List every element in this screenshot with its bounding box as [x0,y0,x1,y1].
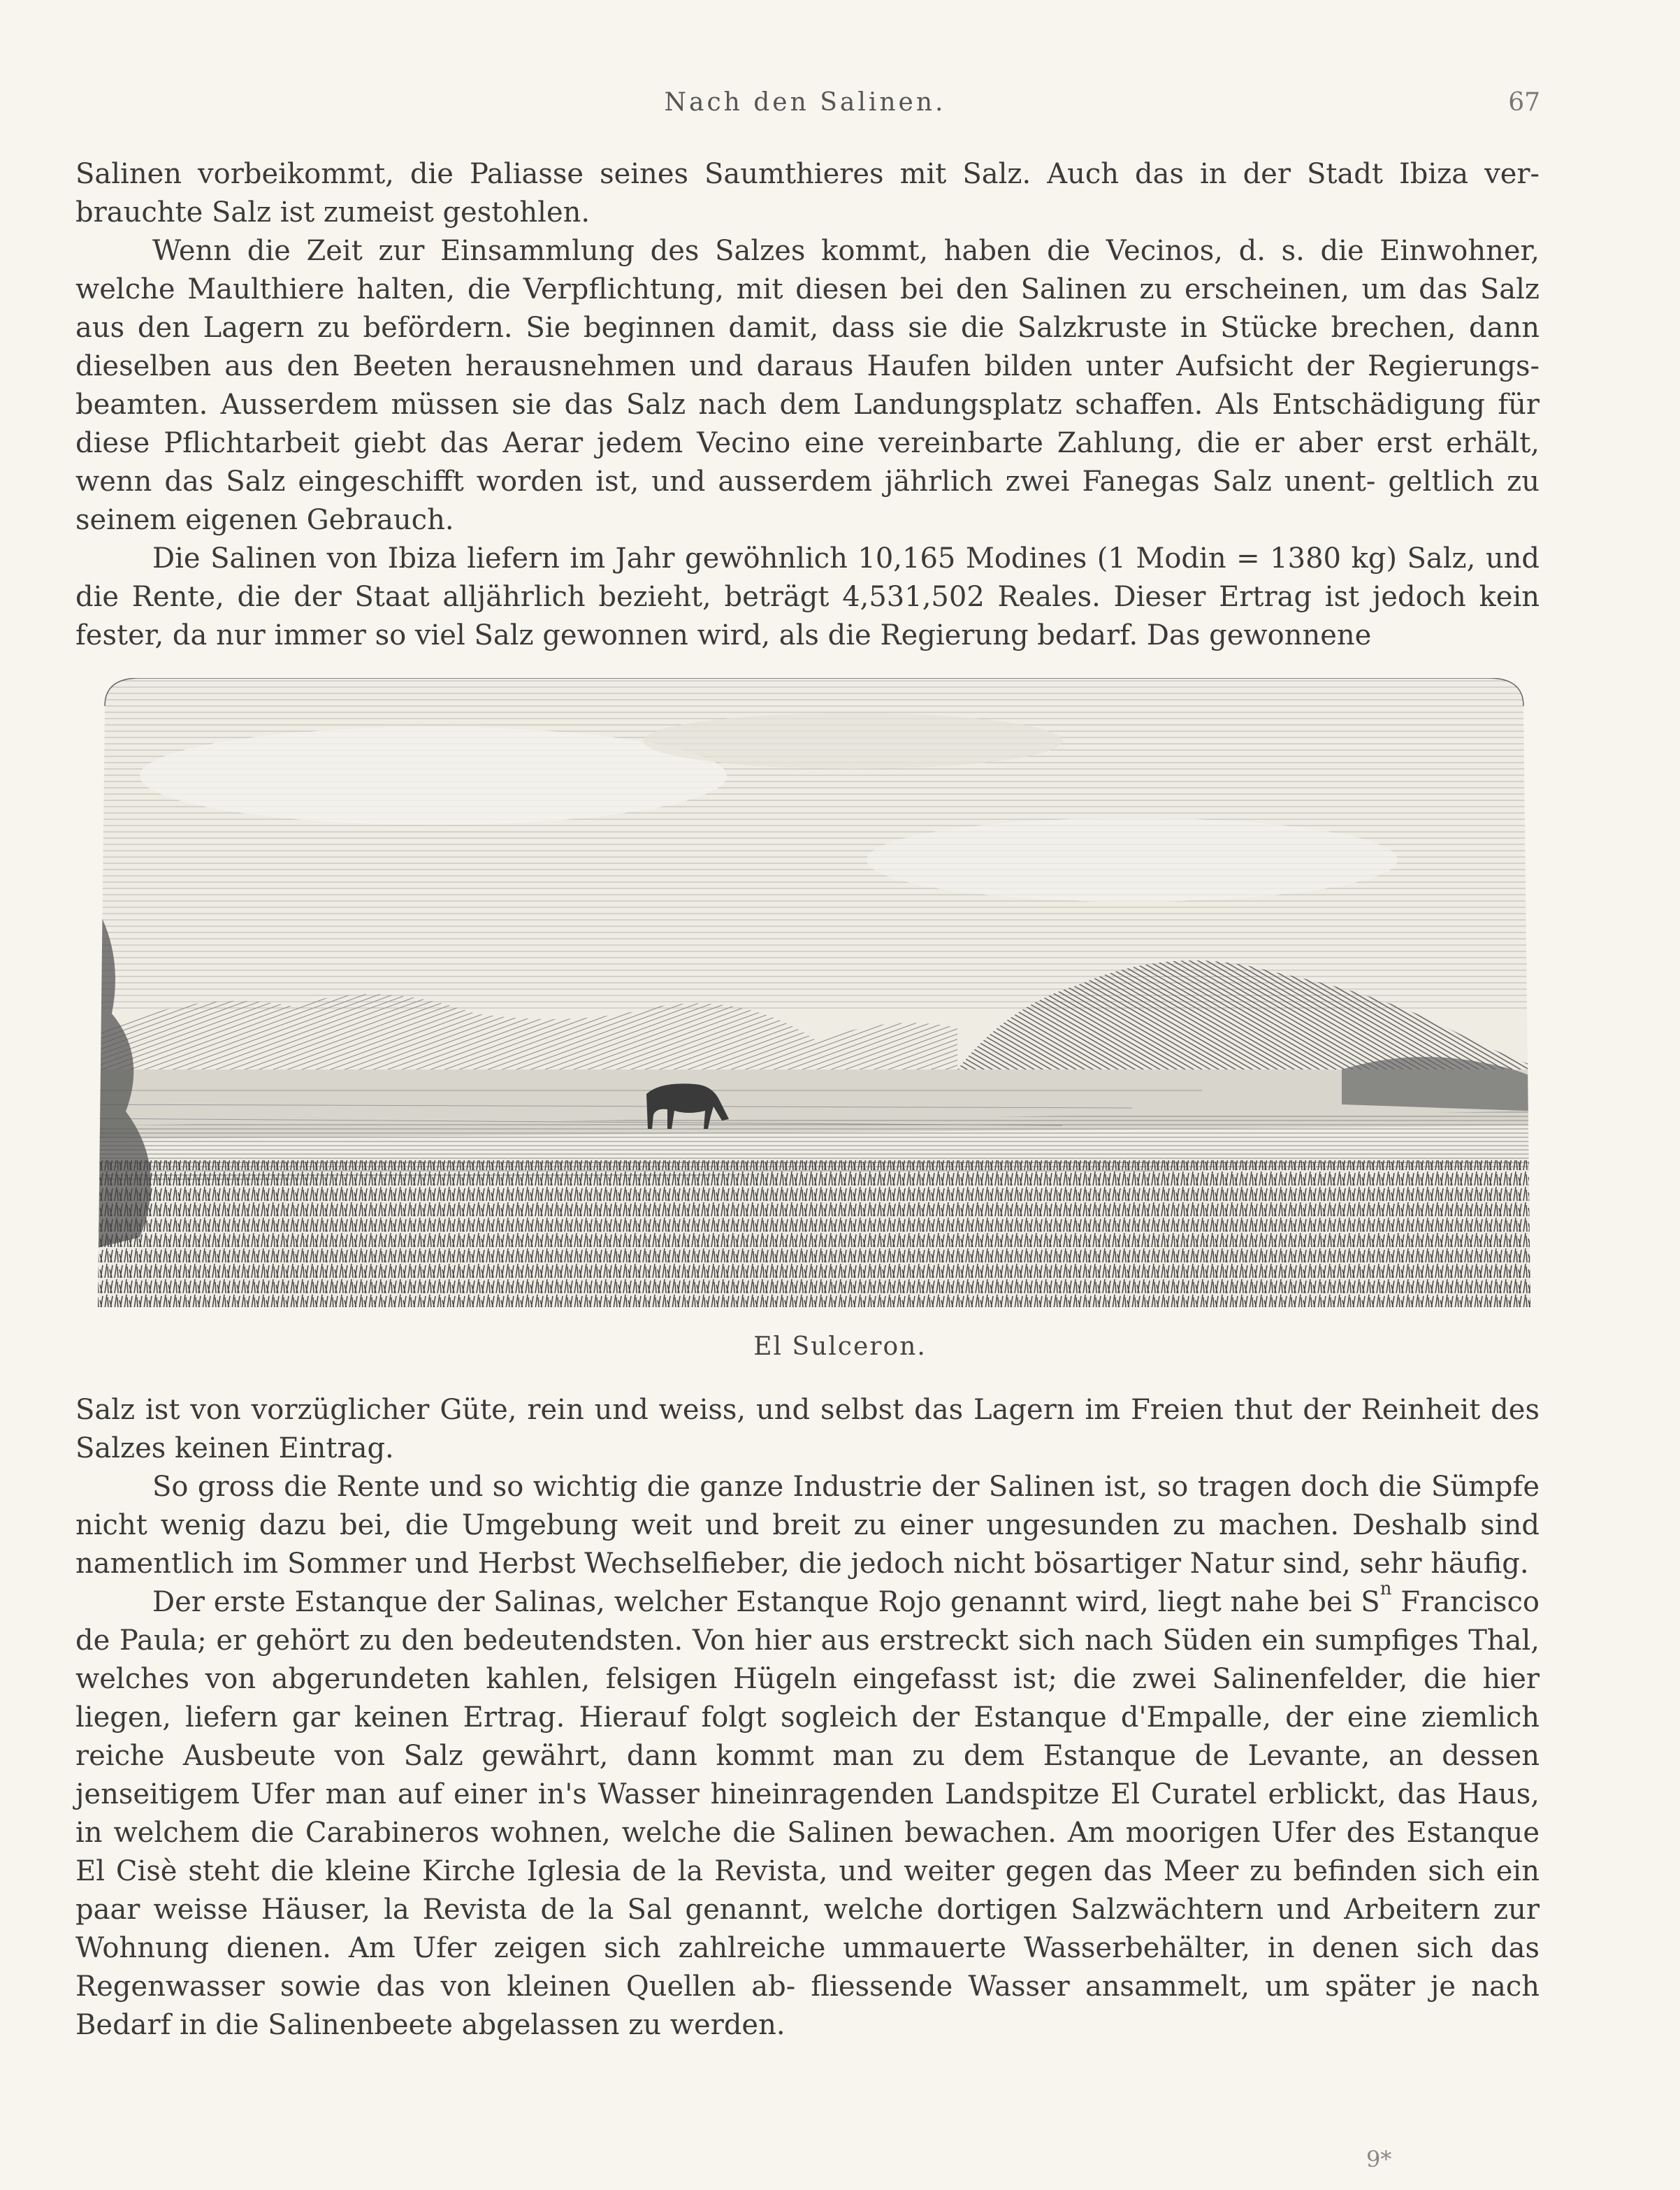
body-text-bottom [75,1391,1540,2045]
signature-mark: 9* [1366,2146,1392,2173]
body-text-top [75,155,1540,655]
figure-caption: El Sulceron. [753,1332,927,1361]
paragraph: So gross die Rente und so wichtig die ganze Industrie der Salinen ist, so tragen doch die Sümpfe nicht wenig dazu bei, die Umgebung weit und breit zu einer ungesunden zu machen. Deshalb sind namentlich im Sommer und Herbst Wechselfieber, die jedoch nicht bösartiger Natur sind, sehr häufig. [75,1471,1540,1580]
superscript: n [1380,1578,1392,1599]
paragraph: Wenn die Zeit zur Einsammlung des Salzes kommt, haben die Vecinos, d. s. die Einwohner, welche Maulthiere halten, die Verpflichtung, mit diesen bei den Salinen zu erscheinen, um das Salz aus den Lagern zu befördern. Sie beginnen damit, dass sie die Salzkruste in Stücke brechen, dann dieselben aus den Beeten herausnehmen und daraus Haufen bilden unter Aufsicht der Regierungs- beamten. Ausserdem müssen sie das Salz nach dem Landungsplatz schaffen. Als Entschädigung für diese Pflichtarbeit giebt das Aerar jedem Vecino eine vereinbarte Zahlung, die er aber erst erhält, wenn das Salz eingeschifft worden ist, und ausserdem jährlich zwei Fanegas Salz unent- geltlich zu seinem eigenen Gebrauch. [75,235,1540,536]
paragraph: Die Salinen von Ibiza liefern im Jahr gewöhnlich 10,165 Modines (1 Modin = 1380 kg) Salz, und die Rente, die der Staat alljährlich bezieht, beträgt 4,531,502 Reales. Dieser Ertrag ist jedoch kein fester, da nur immer so viel Salz gewonnen wird, als die Regierung bedarf. Das gewonnene [75,542,1540,651]
paragraph: Salz ist von vorzüglicher Güte, rein und weiss, und selbst das Lagern im Freien thut der Reinheit des Salzes keinen Eintrag. [75,1394,1540,1464]
paragraph: Salinen vorbeikommt, die Paliasse seines Saumthieres mit Salz. Auch das in der Stadt Ibiza ver- brauchte Salz ist zumeist gestohlen. [75,158,1540,229]
engraving-illustration [84,678,1544,1318]
foreground-grass [84,1160,1544,1318]
engraving-scene [84,678,1544,1318]
salt-marsh-engraving [84,678,1544,1318]
page-number: 67 [1508,88,1540,117]
paragraph-text: Der erste Estanque der Salinas, welcher Estanque Rojo genannt wird, liegt nahe bei S [152,1586,1380,1618]
running-title: Nach den Salinen. [664,88,946,117]
page-header [70,82,1540,124]
paragraph-estanque [75,1578,1540,2045]
paragraph-text: Francisco de Paula; er gehört zu den bedeutendsten. Von hier aus erstreckt sich nach Süden ein sumpfiges Thal, welches von abgerundeten kahlen, felsigen Hügeln eingefasst ist; die zwei Salinenfelder, die hier liegen, liefern gar keinen Ertrag. Hierauf folgt sogleich der Estanque d'Empalle, der eine ziemlich reiche Ausbeute von Salz gewährt, dann kommt man zu dem Estanque de Levante, an dessen jenseitigem Ufer man auf einer in's Wasser hineinragenden Landspitze El Curatel erblickt, das Haus, in welchem die Carabineros wohnen, welche die Salinen bewachen. Am moorigen Ufer des Estanque El Cisè steht die kleine Kirche Iglesia de la Revista, und weiter gegen das Meer zu befinden sich ein paar weisse Häuser, la Revista de la Sal genannt, welche dortigen Salzwächtern und Arbeitern zur Wohnung dienen. Am Ufer zeigen sich zahlreiche ummauerte Wasserbehälter, in denen sich das Regenwasser sowie das von kleinen Quellen ab- fliessende Wasser ansammelt, um später je nach Bedarf in die Salinenbeete abgelassen zu werden. [75,1586,1540,2041]
